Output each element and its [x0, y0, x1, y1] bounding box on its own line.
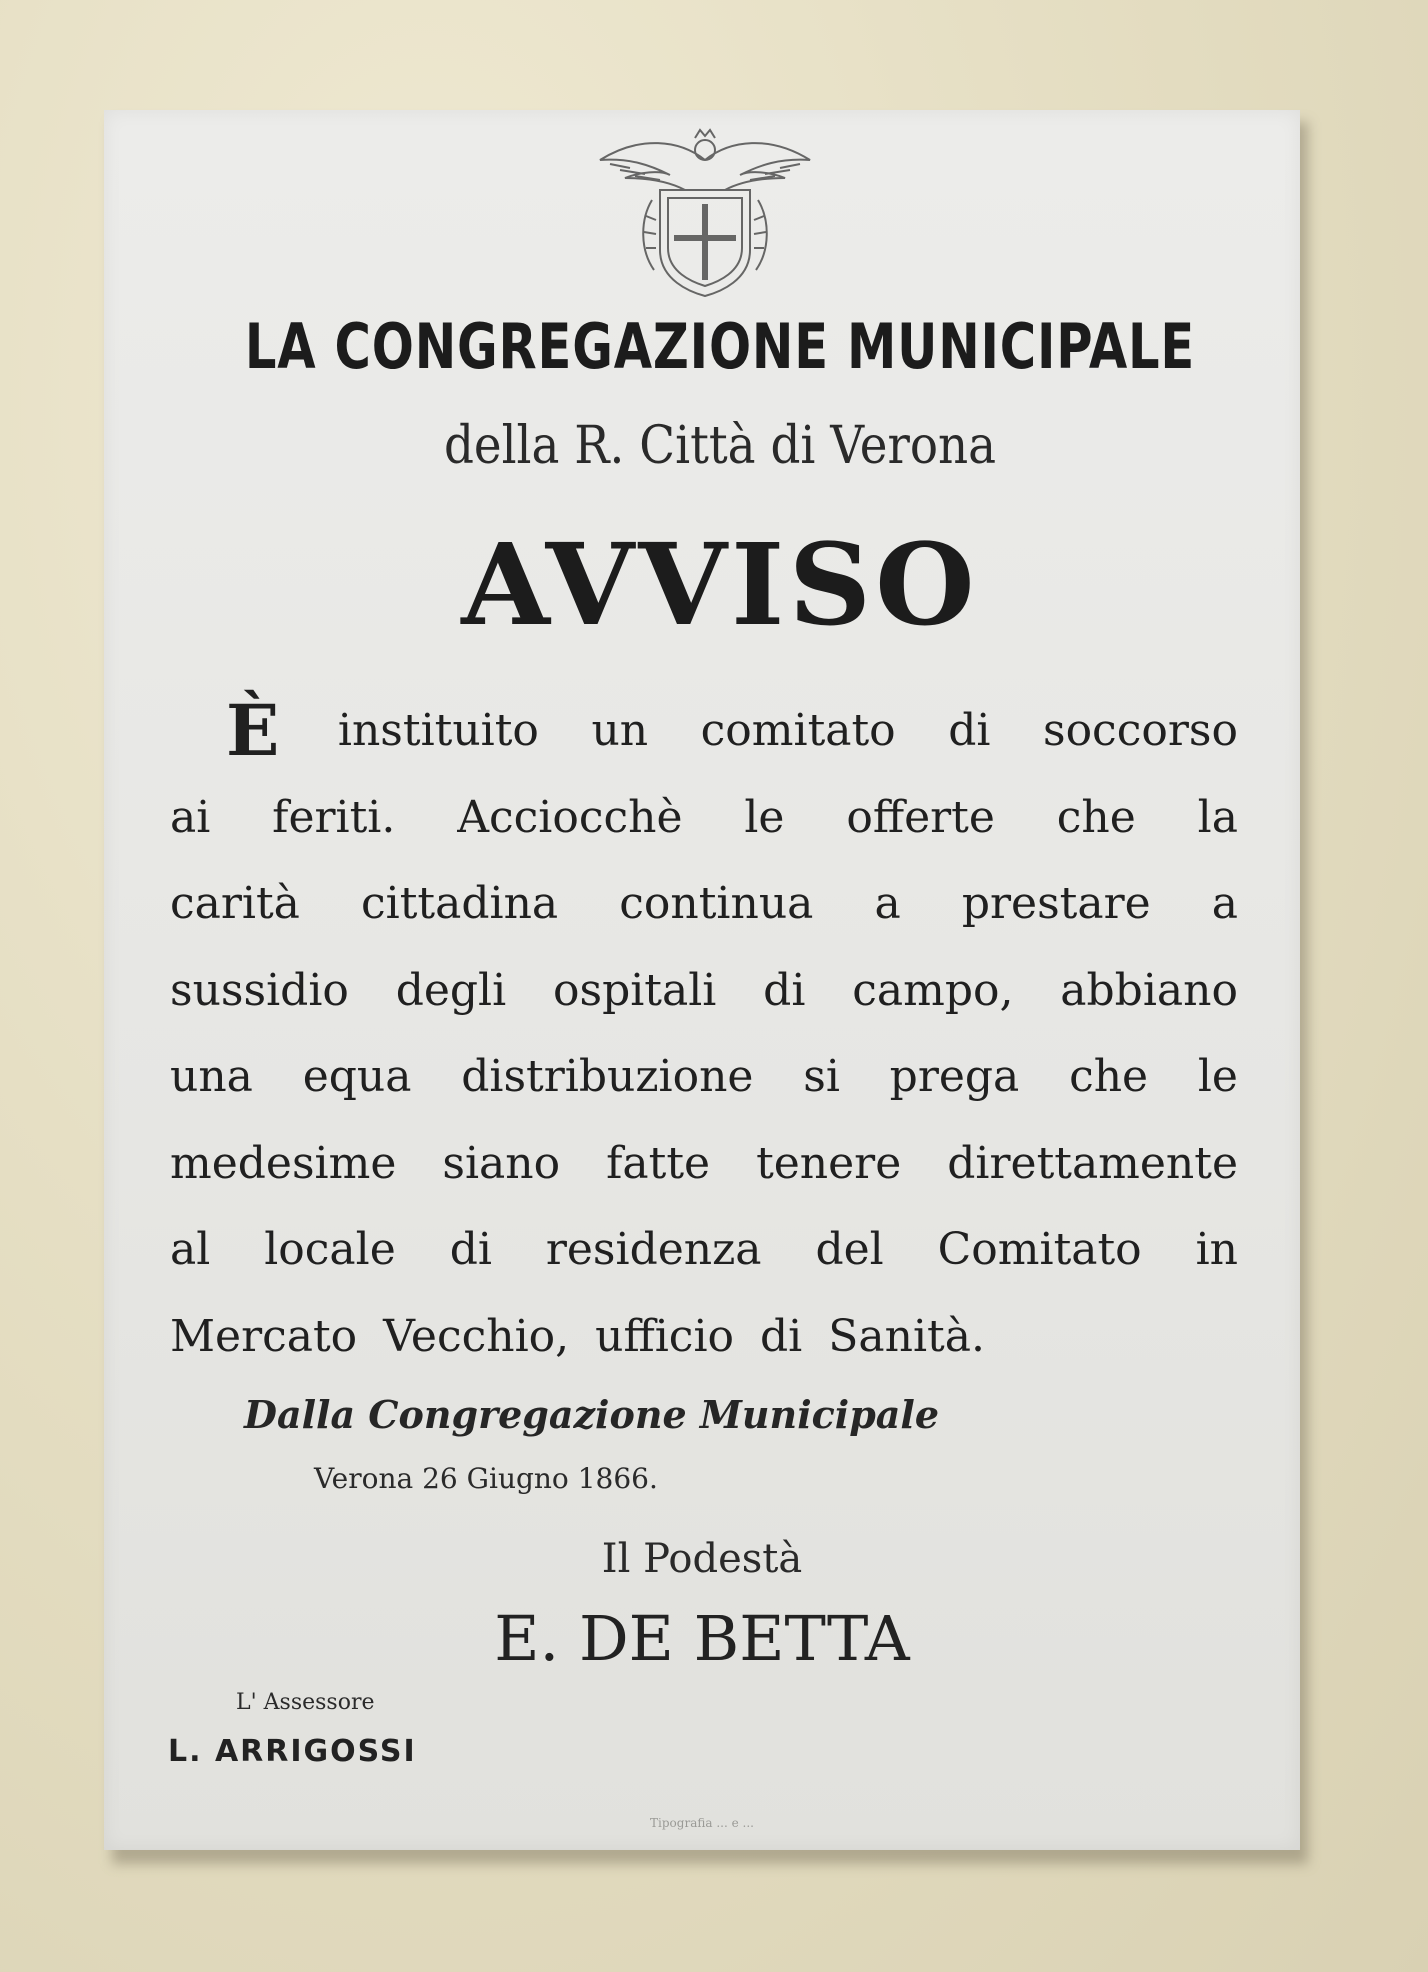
body-word: abbiano	[1060, 964, 1238, 1016]
issue-date: Verona 26 Giugno 1866.	[314, 1462, 658, 1495]
body-word: Mercato	[170, 1310, 358, 1362]
body-word: le	[744, 791, 785, 843]
notice-heading: AVVISO	[461, 520, 979, 651]
body-word: la	[1197, 791, 1238, 843]
body-word: feriti.	[272, 791, 396, 843]
body-word: ospitali	[553, 964, 717, 1016]
body-word: ufficio	[595, 1310, 734, 1362]
body-word: di	[449, 1224, 492, 1275]
body-word: si	[803, 1051, 840, 1102]
body-word: distribuzione	[461, 1051, 754, 1102]
body-word: siano	[442, 1137, 561, 1189]
body-word: continua	[619, 878, 814, 929]
drop-cap: È	[226, 689, 280, 773]
body-word: Sanità.	[828, 1310, 985, 1362]
podesta-name: E. DE BETTA	[494, 1602, 910, 1675]
body-line	[170, 861, 1238, 948]
body-word: medesime	[170, 1137, 397, 1189]
body-word: del	[815, 1224, 884, 1275]
poster	[104, 110, 1300, 1850]
body-word: di	[948, 705, 991, 756]
assessore-label: L' Assessore	[236, 1690, 375, 1715]
poster-title: LA CONGREGAZIONE MUNICIPALE	[244, 310, 1196, 383]
body-line	[170, 948, 1238, 1035]
eagle-crest-icon	[590, 120, 820, 300]
body-word: locale	[264, 1224, 396, 1275]
body-word: direttamente	[947, 1137, 1238, 1189]
body-word: degli	[395, 964, 507, 1016]
body-word: soccorso	[1042, 705, 1238, 756]
body-line	[170, 1034, 1238, 1121]
body-word: offerte	[846, 791, 995, 843]
body-word: instituito	[337, 705, 539, 756]
body-word: di	[763, 964, 806, 1016]
body-word: Acciocchè	[457, 791, 683, 843]
body-line	[170, 1294, 1238, 1381]
body-word: equa	[302, 1051, 412, 1102]
body-word: un	[591, 705, 649, 756]
body-line	[170, 1207, 1238, 1294]
podesta-label: Il Podestà	[601, 1536, 803, 1582]
body-word: che	[1056, 791, 1136, 843]
body-word: di	[760, 1310, 803, 1362]
body-word: ai	[170, 791, 211, 843]
body-word: carità	[170, 878, 300, 929]
body-word: prestare	[961, 878, 1151, 929]
body-line	[170, 775, 1238, 862]
body-word: prega	[889, 1051, 1020, 1102]
body-word: tenere	[756, 1137, 902, 1189]
body-word: una	[170, 1051, 253, 1102]
poster-subtitle: della R. Città di Verona	[443, 416, 997, 476]
assessore-name: L. ARRIGOSSI	[168, 1734, 417, 1769]
body-word: fatte	[606, 1137, 711, 1189]
printer-note: Tipografia ... e ...	[650, 1816, 754, 1830]
body-word: Comitato	[937, 1224, 1142, 1275]
body-word: al	[170, 1224, 211, 1275]
body-word: le	[1197, 1051, 1238, 1102]
issuer-signature: Dalla Congregazione Municipale	[244, 1392, 940, 1437]
body-line	[170, 688, 1238, 775]
body-word: sussidio	[170, 964, 349, 1016]
body-word: a	[1211, 878, 1238, 929]
body-word: residenza	[545, 1224, 762, 1275]
notice-body	[170, 688, 1238, 1380]
body-word: cittadina	[361, 878, 559, 929]
body-word: che	[1069, 1051, 1149, 1102]
body-word: a	[874, 878, 901, 929]
body-line	[170, 1121, 1238, 1208]
body-word: Vecchio,	[383, 1310, 570, 1362]
body-word: in	[1195, 1224, 1238, 1275]
body-word: comitato	[700, 705, 896, 756]
body-word: campo,	[852, 964, 1014, 1016]
